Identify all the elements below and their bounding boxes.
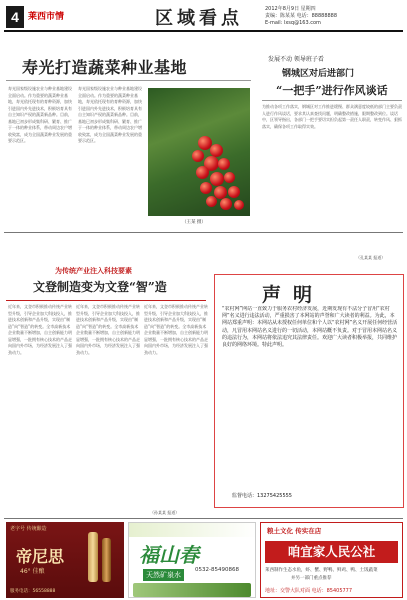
header-meta — [265, 6, 405, 27]
header-rule — [4, 30, 403, 32]
page-number: 4 — [6, 6, 24, 28]
bottle-icon — [102, 538, 111, 582]
header-editor: 责编：陈某某 电话：88888888 — [265, 13, 338, 19]
ad3-brand: 咱宜家人民公社 — [265, 541, 398, 563]
statement-title: 声明 — [262, 284, 325, 306]
mid-headline-rule — [6, 300, 206, 301]
main-article-col1: 寿光国家级设施农业与种业基地建设全面启动。作为重要的蔬菜种业基地，寿光依托现有的育种资源，加快引进国内外先进技术，积极培育具有自主知识产权的蔬菜新品种。目前，基地已初步形成集科研、繁育、推广于一体的种业体系，带动周边农户增收致富，成为全国蔬菜种业发展的重要示范区。 — [8, 86, 72, 143]
section-title: 区域看点 — [155, 8, 243, 29]
ad1-footer: 服务电话：56558888 — [10, 589, 56, 594]
publication-name: 莱西市情 — [28, 12, 65, 22]
right-article-headline-2: “一把手”进行作风谈话 — [276, 84, 388, 97]
ad-restaurant[interactable] — [260, 522, 403, 598]
right-article-body: 为推动各项工作落实，钢城区对工作推进缓慢、群众满意度较低的部门主要负责人进行作风谈话，要求其认真查找问题，明确整改措施，限期整改到位。谈话中，区领导指出，各部门一把手要切实担负起第一责任人职责，转变作风、狠抓落实，确保各项工作取得实效。 — [262, 104, 402, 129]
statement-contact: 监督电话：13275425555 — [232, 493, 292, 499]
statement-body: “农村网”网站一直致力于服务农村经济发展，近期发现有不法分子冒用“农村网”名义进行违法活动，严重损害了本网站的声誉和广大读者的利益。为此，本网站郑重声明：本网站从未授权任何单位和个人以“农村网”名义开展任何经营活动，凡冒用本网站名义进行的一切活动，本网站概不负责。对于冒用本网站名义的违法行为，本网站将依法追究其法律责任。欢迎广大读者积极举报，共同维护良好的网络环境。特此声明。 — [222, 306, 398, 349]
ad2-phone: 0532-85490868 — [195, 567, 239, 573]
ad3-tagline: 粮土文化 传实在店 — [267, 527, 322, 535]
ad1-sub: 46° 佳酿 — [20, 568, 45, 575]
main-article-col2: 寿光国家级设施农业与种业基地建设全面启动。作为重要的蔬菜种业基地，寿光依托现有的育种资源，加快引进国内外先进技术，积极培育具有自主知识产权的蔬菜新品种。目前，基地已初步形成集科研、繁育、推广于一体的种业体系，带动周边农户增收致富，成为全国蔬菜种业发展的重要示范区。 — [78, 86, 142, 143]
ad1-tagline: 老字号 传统酿造 — [10, 526, 47, 532]
header-date: 2012年8月9日 星期四 — [265, 6, 316, 12]
main-headline-rule — [6, 80, 251, 81]
mid-article-byline: （孙某某 报道） — [150, 510, 180, 515]
ad-liquor[interactable] — [6, 522, 124, 598]
right-article-kicker: 发展不动 领导班子看 — [268, 56, 324, 63]
right-article-headline-1: 钢城区对后进部门 — [282, 69, 355, 79]
right-article-rule — [262, 100, 402, 101]
ad3-menu-line-2: 并另一部门重点推荐 — [291, 576, 332, 581]
main-headline: 寿光打造蔬菜种业基地 — [22, 58, 188, 77]
ad1-brand: 帝尼思 — [16, 547, 65, 566]
right-article-byline: （孔某某 报道） — [356, 255, 386, 260]
mid-article-col2: 近年来，文登市积极推动传统产业转型升级，引导企业加大科技投入，推进技术创新和产品升级，实现由“制造”向“智造”的转变。全市高新技术企业数量不断增加，自主创新能力明显增强，一批拥有核心技术的产品走向国内外市场，为经济发展注入了强劲动力。 — [76, 304, 140, 355]
bottle-icon — [88, 532, 98, 582]
landscape-graphic — [133, 583, 251, 597]
tomato-photo — [148, 88, 250, 216]
ad2-brand: 福山春 — [139, 543, 199, 567]
ads-divider — [4, 518, 403, 519]
ad3-menu-line: 莱西制作生态水鱼，虾、蟹、野鸭、鲜鸡、鸭、土饭蔬菜 — [265, 568, 378, 573]
ad3-footer: 地址：交警大队对面 电话：85405777 — [265, 588, 353, 594]
ad2-sub: 天然矿泉水 — [143, 569, 184, 581]
header-email: E-mail: lxsq@163.com — [265, 20, 321, 26]
section-divider — [4, 232, 403, 233]
mid-article-kicker: 为传统产业注入科技要素 — [55, 267, 132, 275]
mid-article-col3: 近年来，文登市积极推动传统产业转型升级，引导企业加大科技投入，推进技术创新和产品升级，实现由“制造”向“智造”的转变。全市高新技术企业数量不断增加，自主创新能力明显增强，一批拥有核心技术的产品走向国内外市场，为经济发展注入了强劲动力。 — [144, 304, 208, 355]
mid-article-col1: 近年来，文登市积极推动传统产业转型升级，引导企业加大科技投入，推进技术创新和产品升级，实现由“制造”向“智造”的转变。全市高新技术企业数量不断增加，自主创新能力明显增强，一批拥有核心技术的产品走向国内外市场，为经济发展注入了强劲动力。 — [8, 304, 72, 355]
mid-article-headline: 文登制造变为文登“智”造 — [33, 280, 167, 294]
photo-caption: （王某 摄） — [182, 220, 206, 225]
ad-mineral-water[interactable] — [128, 522, 256, 598]
